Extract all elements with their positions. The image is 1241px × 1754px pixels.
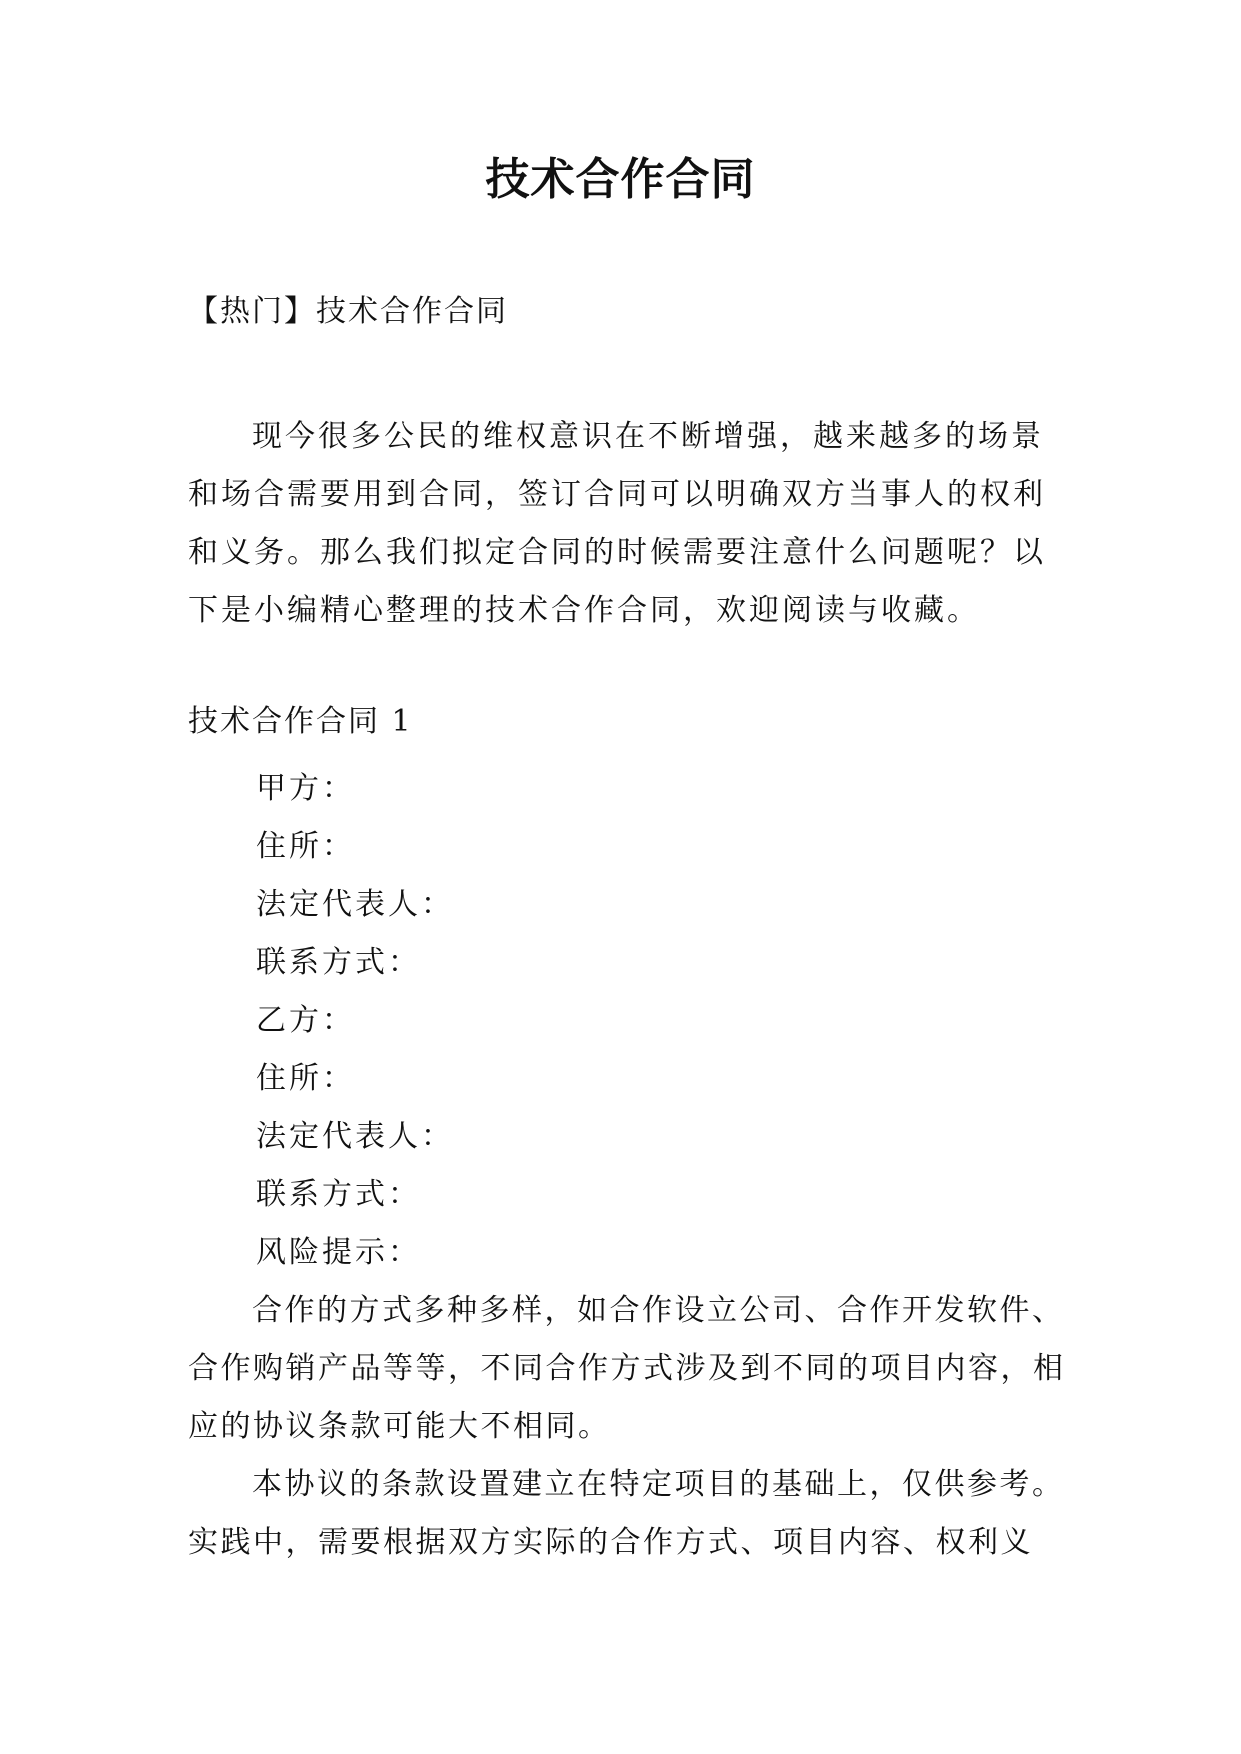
risk-notice-label: 风险提示：: [256, 1235, 421, 1270]
party-a-contact-label: 联系方式：: [256, 945, 421, 980]
body-paragraph: 合作的方式多种多样，如合作设立公司、合作开发软件、合作购销产品等等，不同合作方式涉及到不同的项目内容，相应的协议条款可能大不相同。: [188, 1293, 1066, 1444]
party-a-address-label: 住所：: [256, 829, 355, 864]
document-subtitle: 【热门】技术合作合同: [188, 294, 508, 329]
intro-paragraph: 现今很多公民的维权意识在不断增强，越来越多的场景和场合需要用到合同，签订合同可以明确双方当事人的权利和义务。那么我们拟定合同的时候需要注意什么问题呢？以下是小编精心整理的技术合作合同，欢迎阅读与收藏。: [188, 419, 1046, 628]
party-b-representative-label: 法定代表人：: [256, 1119, 454, 1154]
party-fields-list: [256, 760, 454, 1282]
party-b-contact-label: 联系方式：: [256, 1177, 421, 1212]
section-heading: 技术合作合同 1: [188, 704, 413, 739]
body-paragraph: 本协议的条款设置建立在特定项目的基础上，仅供参考。实践中，需要根据双方实际的合作方式、项目内容、权利义: [188, 1467, 1065, 1560]
party-a-representative-label: 法定代表人：: [256, 887, 454, 922]
party-b-label: 乙方：: [256, 1003, 355, 1038]
document-title: 技术合作合同: [485, 154, 756, 205]
party-b-address-label: 住所：: [256, 1061, 355, 1096]
party-a-label: 甲方：: [256, 771, 355, 806]
